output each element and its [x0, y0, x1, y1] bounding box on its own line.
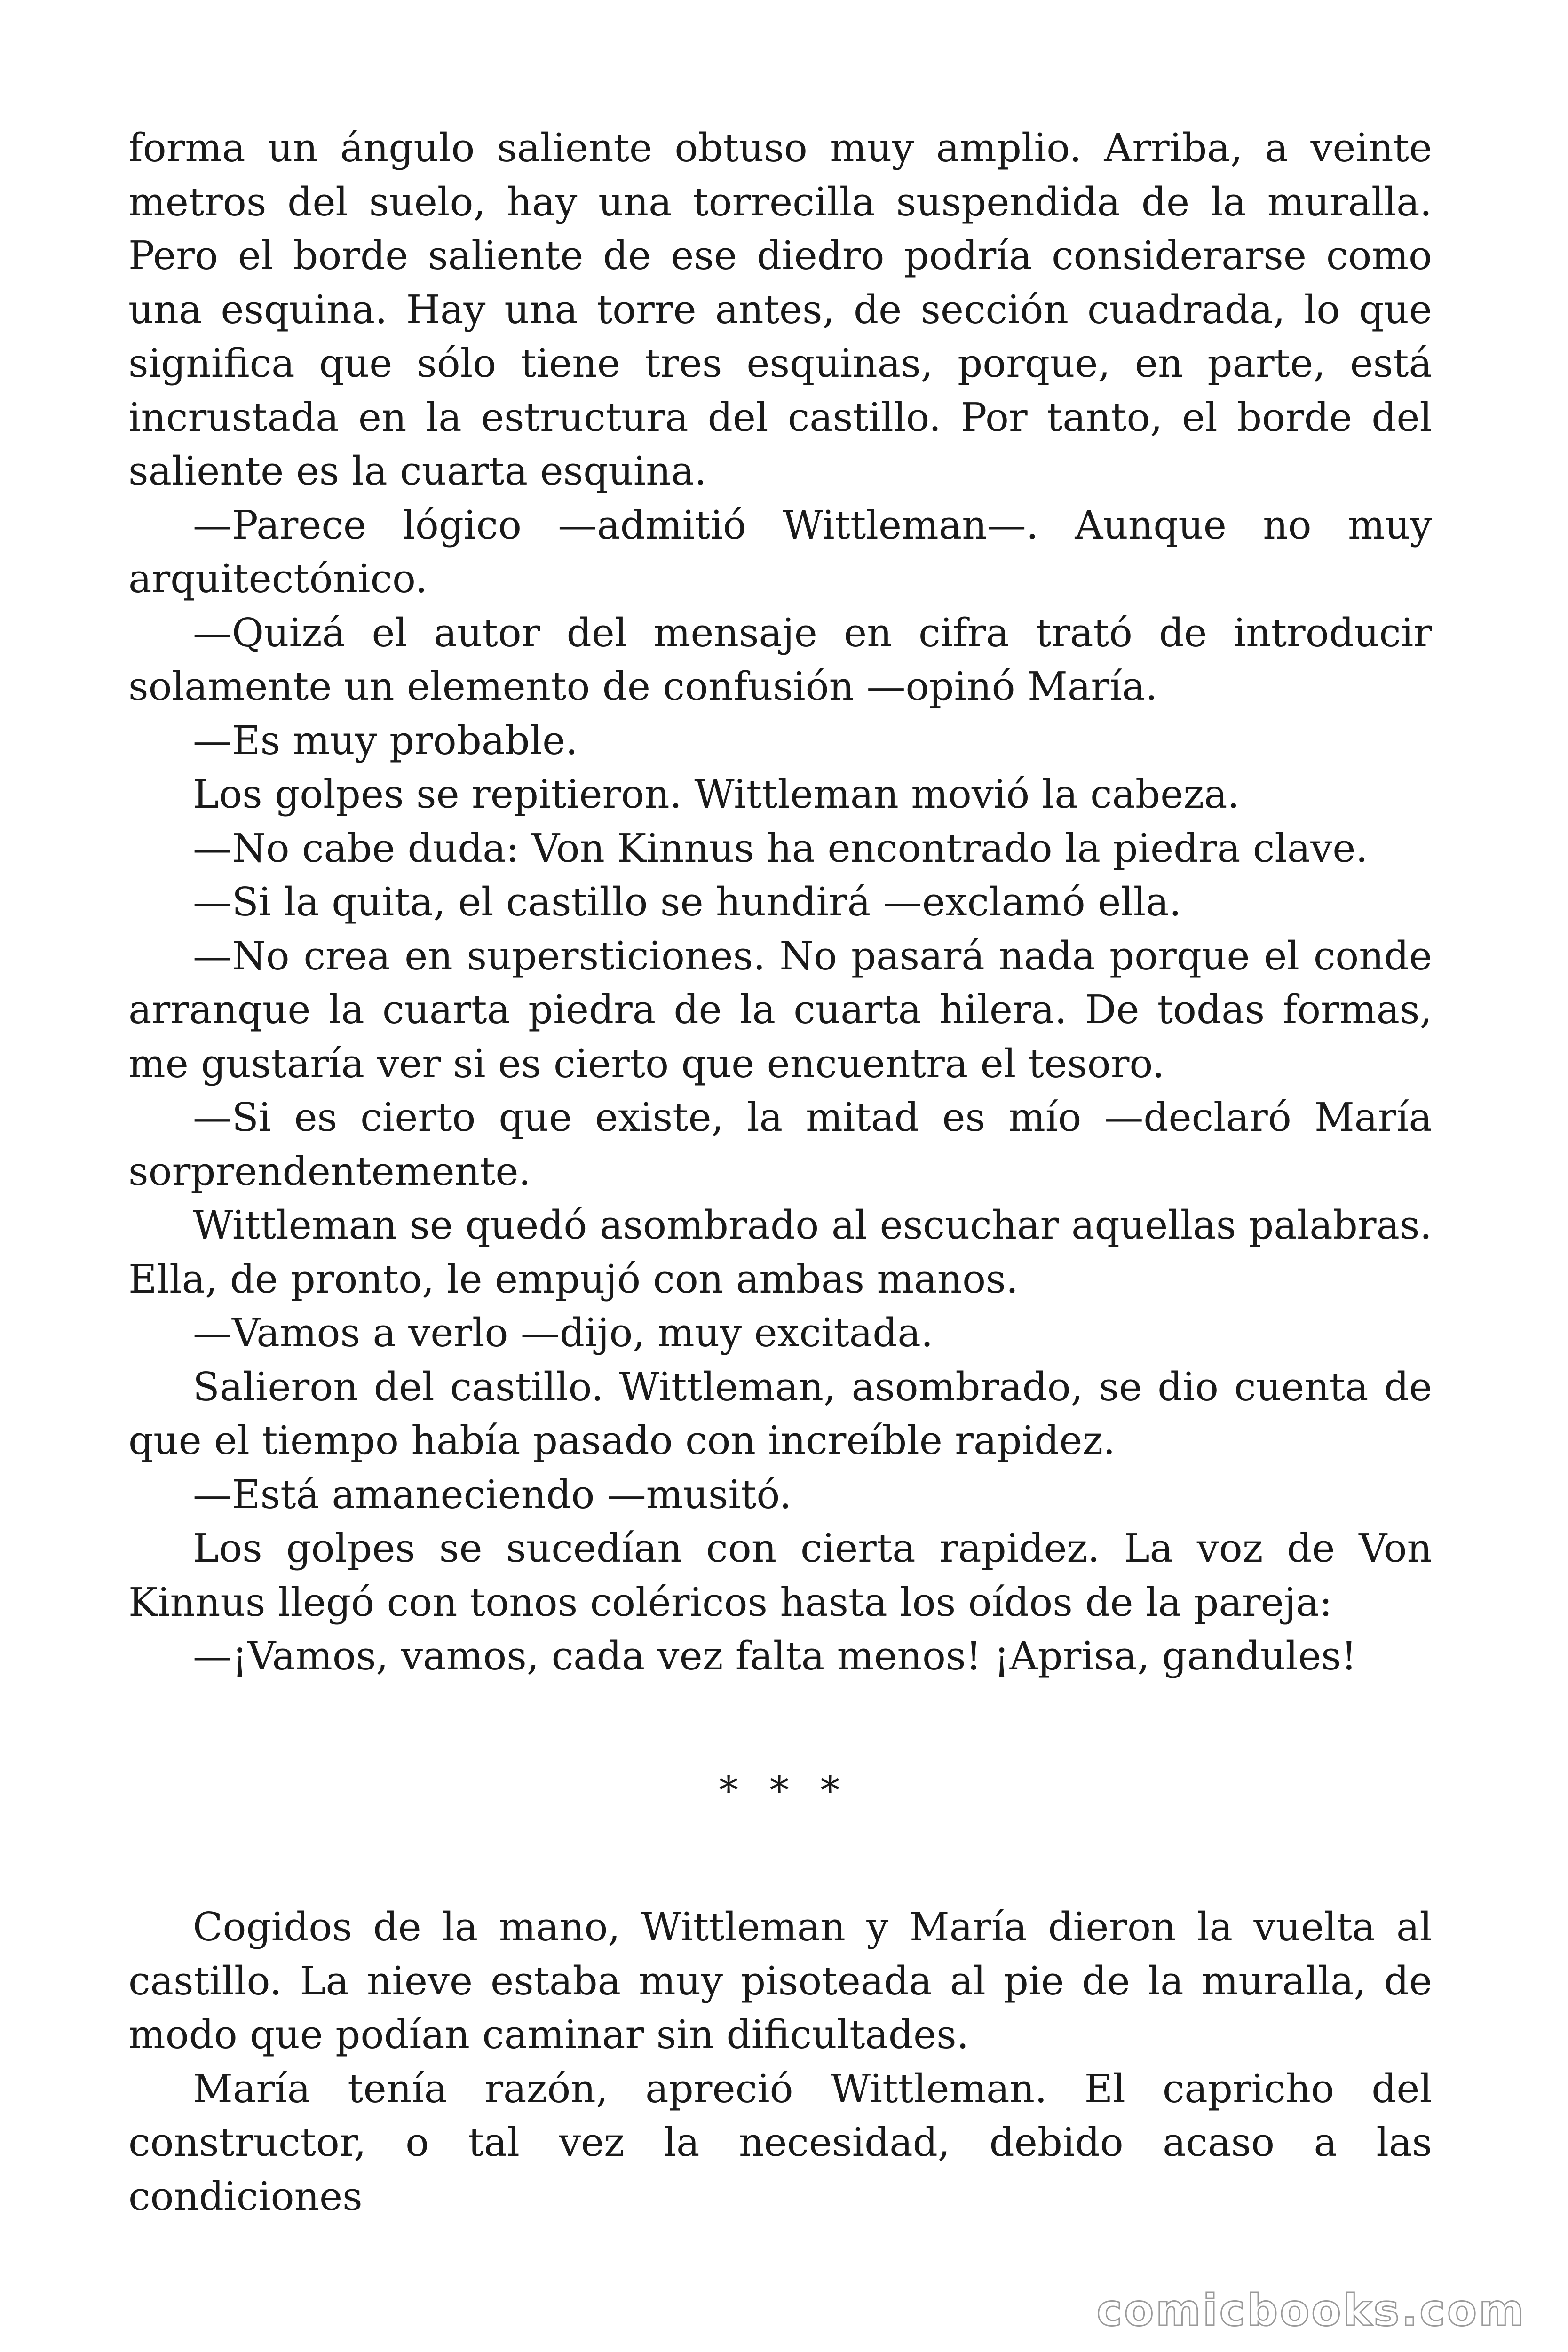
- paragraph: Los golpes se repitieron. Wittleman movió la cabeza.: [193, 771, 1240, 817]
- paragraph: —Está amaneciendo —musitó.: [193, 1471, 792, 1518]
- paragraph: —Parece lógico —admitió Wittleman—. Aunque no muy arquitectónico.: [128, 502, 1432, 602]
- paragraph: Wittleman se quedó asombrado al escuchar aquellas palabras. Ella, de pronto, le empujó con ambas manos.: [128, 1202, 1432, 1302]
- paragraph: Cogidos de la mano, Wittleman y María dieron la vuelta al castillo. La nieve estaba muy pisoteada al pie de la muralla, de modo que podían caminar sin dificultades.: [128, 1904, 1432, 2058]
- section-separator: * * *: [719, 1768, 849, 1813]
- paragraph: —No crea en supersticiones. No pasará nada porque el conde arranque la cuarta piedra de la cuarta hilera. De todas formas, me gustaría ver si es cierto que encuentra el tesoro.: [128, 933, 1432, 1087]
- paragraph: —¡Vamos, vamos, cada vez falta menos! ¡Aprisa, gandules!: [193, 1633, 1357, 1679]
- paragraph: forma un ángulo saliente obtuso muy amplio. Arriba, a veinte metros del suelo, hay una torrecilla suspendida de la muralla. Pero el borde saliente de ese diedro podría considerarse como una esquina. Hay una torre antes, de sección cuadrada, lo que significa que sólo tiene tres esquinas, porque, en parte, está incrustada en la estructura del castillo. Por tanto, el borde del saliente es la cuarta esquina.: [128, 125, 1432, 494]
- paragraph: —No cabe duda: Von Kinnus ha encontrado la piedra clave.: [193, 825, 1368, 871]
- body-text-section-1: [128, 121, 1432, 1684]
- paragraph: —Si es cierto que existe, la mitad es mío —declaró María sorprendentemente.: [128, 1095, 1432, 1194]
- paragraph: —Quizá el autor del mensaje en cifra trató de introducir solamente un elemento de confusión —opinó María.: [128, 610, 1432, 709]
- paragraph: —Si la quita, el castillo se hundirá —exclamó ella.: [193, 879, 1182, 925]
- body-text-section-2: [128, 1900, 1432, 2224]
- paragraph: María tenía razón, apreció Wittleman. El capricho del constructor, o tal vez la necesidad, debido acaso a las condiciones: [128, 2066, 1432, 2219]
- paragraph: —Vamos a verlo —dijo, muy excitada.: [193, 1310, 934, 1356]
- watermark-logo: comicbooks.com: [1096, 2285, 1526, 2336]
- paragraph: —Es muy probable.: [193, 717, 578, 763]
- paragraph: Los golpes se sucedían con cierta rapidez. La voz de Von Kinnus llegó con tonos coléricos hasta los oídos de la pareja:: [128, 1526, 1432, 1625]
- paragraph: Salieron del castillo. Wittleman, asombrado, se dio cuenta de que el tiempo había pasado con increíble rapidez.: [128, 1364, 1432, 1463]
